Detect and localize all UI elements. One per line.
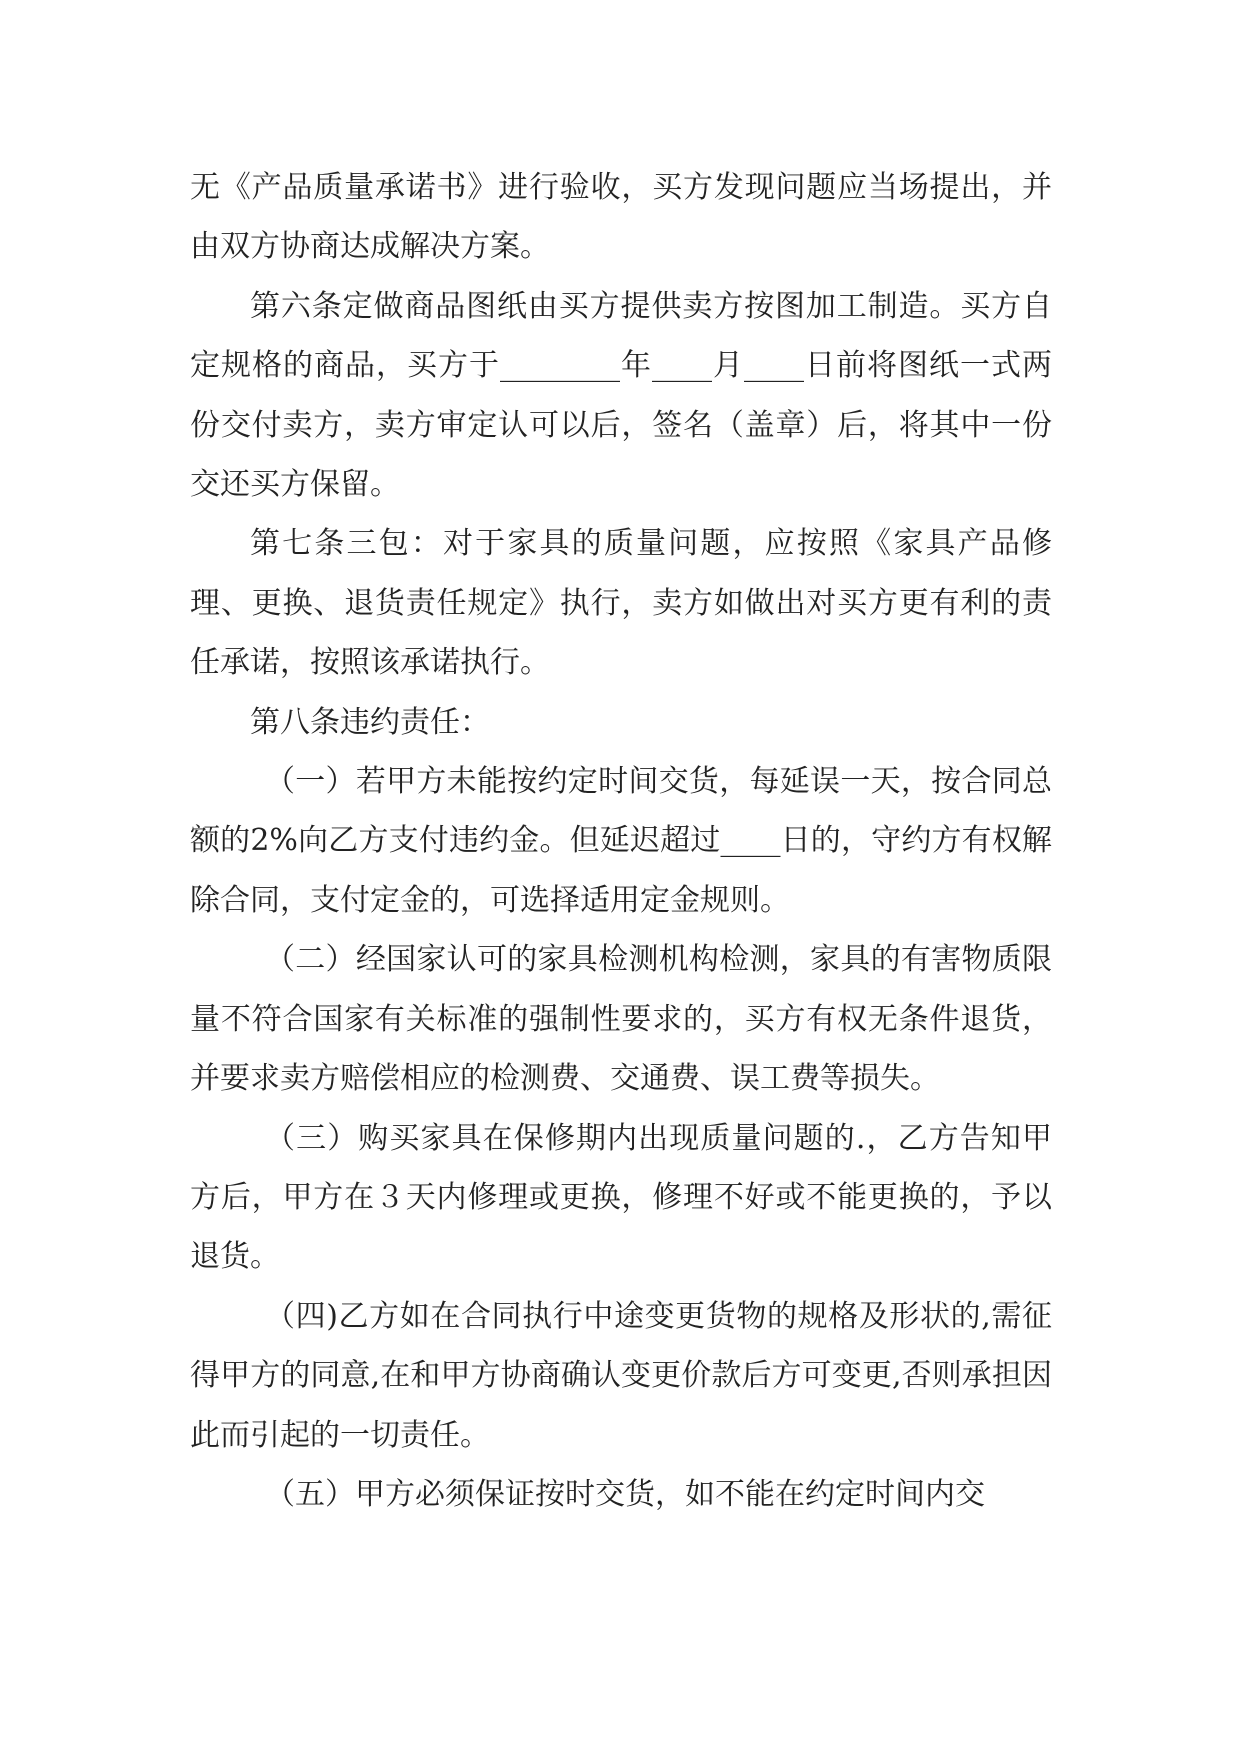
paragraph-clause-3: （三）购买家具在保修期内出现质量问题的.，乙方告知甲方后，甲方在３天内修理或更换，修理不好或不能更换的，予以退货。 [190, 1120, 1052, 1275]
document-body [190, 158, 1052, 1524]
paragraph-clause-1: （一）若甲方未能按约定时间交货，每延误一天，按合同总额的2%向乙方支付违约金。但延迟超过____日的，守约方有权解除合同，支付定金的，可选择适用定金规则。 [190, 764, 1052, 918]
paragraph-clause-4: （四)乙方如在合同执行中途变更货物的规格及形状的,需征得甲方的同意,在和甲方协商确认变更价款后方可变更,否则承担因此而引起的一切责任。 [190, 1298, 1052, 1453]
paragraph-article-8: 第八条违约责任： [250, 704, 490, 740]
paragraph-clause-2: （二）经国家认可的家具检测机构检测，家具的有害物质限量不符合国家有关标准的强制性要求的，买方有权无条件退货，并要求卖方赔偿相应的检测费、交通费、误工费等损失。 [190, 942, 1052, 1097]
paragraph-article-6: 第六条定做商品图纸由买方提供卖方按图加工制造。买方自定规格的商品，买方于________年____月____日前将图纸一式两份交付卖方，卖方审定认可以后，签名（盖章）后，将其中一份交还买方保留。 [190, 288, 1052, 503]
paragraph-article-7: 第七条三包：对于家具的质量问题，应按照《家具产品修理、更换、退货责任规定》执行，卖方如做出对买方更有利的责任承诺，按照该承诺执行。 [190, 526, 1052, 681]
paragraph-clause-5: （五）甲方必须保证按时交货，如不能在约定时间内交 [265, 1476, 985, 1512]
paragraph-continuation: 无《产品质量承诺书》进行验收，买方发现问题应当场提出，并由双方协商达成解决方案。 [190, 170, 1052, 265]
